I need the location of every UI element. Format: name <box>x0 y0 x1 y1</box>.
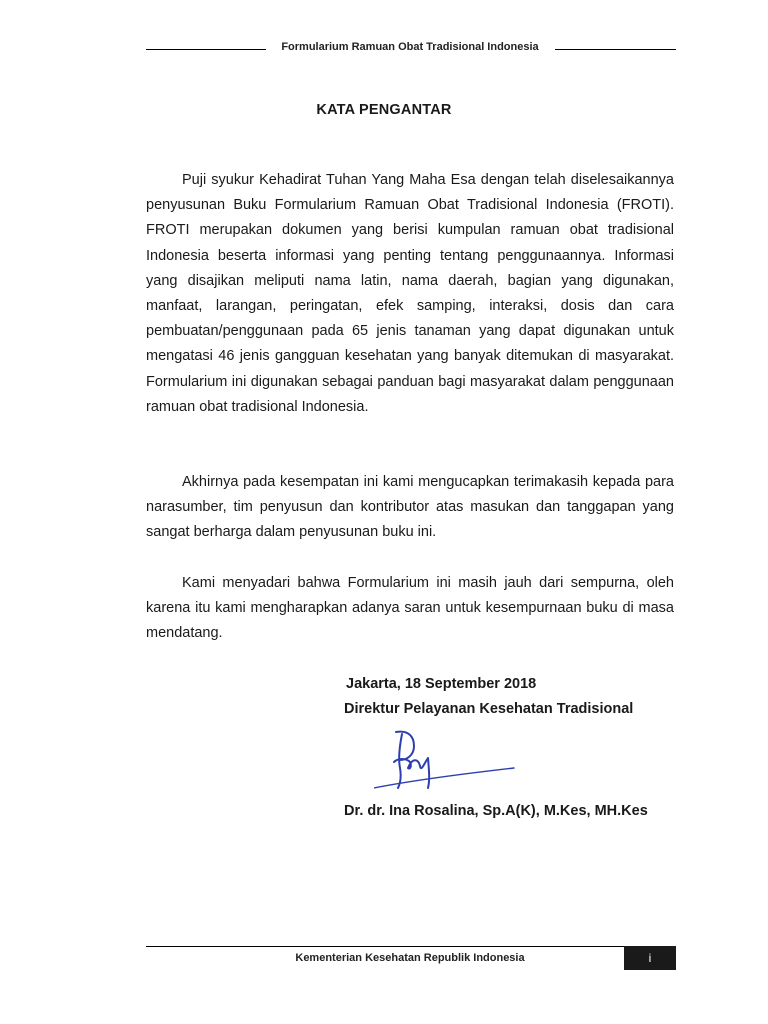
page-number: i <box>624 946 676 970</box>
paragraph-1: Puji syukur Kehadirat Tuhan Yang Maha Esa dengan telah diselesaikannya penyusunan Buku Formularium Ramuan Obat Tradisional Indonesia (FROTI). FROTI merupakan dokumen yang berisi kumpulan ramuan obat tradisional Indonesia beserta informasi yang penting tentang penggunaannya. Informasi yang disajikan meliputi nama latin, nama daerah, bagian yang digunakan, manfaat, larangan, peringatan, efek samping, interaksi, dosis dan cara pembuatan/penggunaan pada 65 jenis tanaman yang dapat digunakan untuk mengatasi 46 jenis gangguan kesehatan yang banyak ditemukan di masyarakat. Formularium ini digunakan sebagai panduan bagi masyarakat dalam penggunaan ramuan obat tradisional Indonesia. <box>146 172 674 415</box>
place-date: Jakarta, 18 September 2018 <box>346 676 537 692</box>
header-rule-right <box>555 49 676 50</box>
handwritten-signature <box>374 728 524 792</box>
page-title: KATA PENGANTAR <box>316 102 452 118</box>
header-rule-left <box>146 49 266 50</box>
signatory-position: Direktur Pelayanan Kesehatan Tradisional <box>344 701 634 717</box>
paragraph-3: Kami menyadari bahwa Formularium ini masih jauh dari sempurna, oleh karena itu kami mengharapkan adanya saran untuk kesempurnaan buku di masa mendatang. <box>146 575 674 642</box>
paragraph-2: Akhirnya pada kesempatan ini kami mengucapkan terimakasih kepada para narasumber, tim penyusun dan kontributor atas masukan dan tanggapan yang sangat berharga dalam penyusunan buku ini. <box>146 474 674 541</box>
header-title: Formularium Ramuan Obat Tradisional Indonesia <box>281 41 539 53</box>
signatory-name: Dr. dr. Ina Rosalina, Sp.A(K), M.Kes, MH.Kes <box>344 803 648 819</box>
footer-institution: Kementerian Kesehatan Republik Indonesia <box>295 952 525 964</box>
footer-rule <box>146 946 676 947</box>
